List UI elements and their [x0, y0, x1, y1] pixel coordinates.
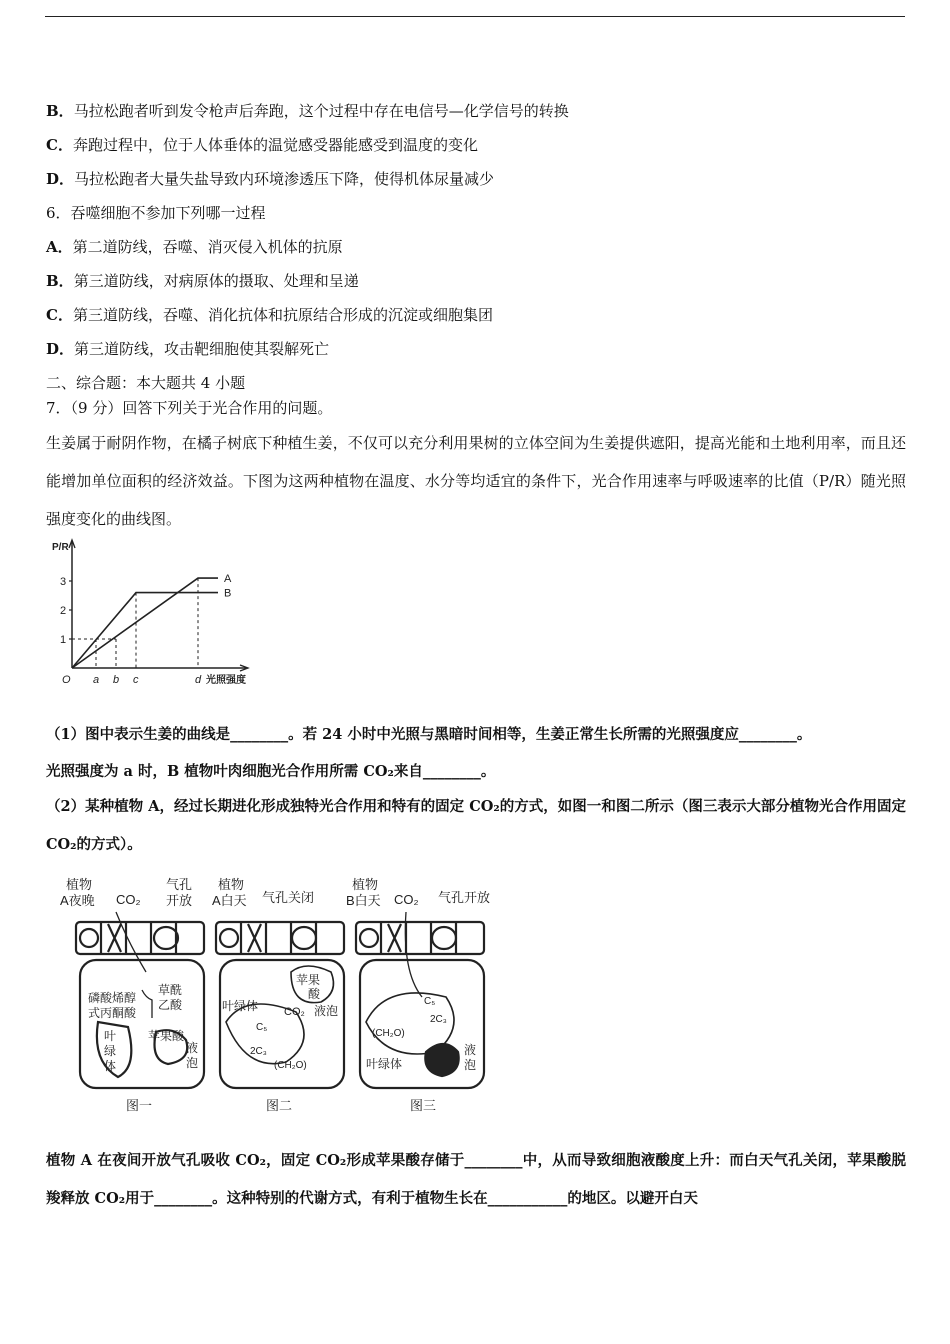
- q6-option-c: C．第三道防线，吞噬、消化抗体和抗原结合形成的沉淀或细胞集团: [46, 306, 493, 324]
- p1-plant-label-1: 植物: [66, 877, 93, 892]
- p1-co2-label: CO₂: [116, 892, 141, 907]
- q7-part1-b: 光照强度为 a 时，B 植物叶肉细胞光合作用所需 CO₂来自________。: [46, 763, 496, 780]
- q6-option-d: D．第三道防线，攻击靶细胞使其裂解死亡: [46, 340, 330, 358]
- y-tick-label-3: 3: [60, 576, 67, 588]
- p1-oaa-label-1: 草酰: [158, 983, 183, 997]
- p1-chloroplast-label-2: 绿: [104, 1044, 117, 1058]
- series-line-B: [72, 593, 218, 668]
- p1-pep-label-1: 磷酸烯醇: [88, 991, 137, 1005]
- p2-plant-label-1: 植物: [218, 877, 245, 892]
- p1-vacuole-label-1: 液: [186, 1041, 199, 1055]
- p2-c5-label: C₅: [256, 1022, 268, 1033]
- q5-option-b: B．马拉松跑者听到发令枪声后奔跑，这个过程中存在电信号—化学信号的转换: [46, 102, 569, 120]
- p3-vacuole-label-1: 液: [464, 1043, 477, 1057]
- p3-vacuole-label-2: 泡: [464, 1058, 477, 1072]
- q7-part1-a: （1）图中表示生姜的曲线是________。若 24 小时中光照与黑暗时间相等，生姜正常生长所需的光照强度应________。: [46, 726, 812, 743]
- x-tick-label-O: O: [62, 674, 71, 686]
- p3-ch2o-label: (CH₂O): [372, 1028, 405, 1039]
- top-rule: [45, 16, 905, 17]
- x-tick-label-c: c: [133, 674, 139, 686]
- y-axis-label: P/R: [52, 542, 69, 553]
- p3-caption: 图三: [410, 1098, 437, 1113]
- x-tick-label-a: a: [93, 674, 100, 686]
- p1-caption: 图一: [126, 1098, 153, 1113]
- y-tick-label-2: 2: [60, 605, 67, 617]
- p3-stomata-label: 气孔开放: [438, 890, 491, 905]
- cell-diagram-svg: [46, 872, 516, 1117]
- y-tick-label-1: 1: [60, 634, 67, 646]
- series-label-A: A: [224, 573, 232, 586]
- q5-option-c: C．奔跑过程中，位于人体垂体的温觉感受器能感受到温度的变化: [46, 136, 478, 154]
- series-line-A: [72, 578, 218, 668]
- pr-chart-svg: [46, 536, 266, 696]
- p1-chloroplast-label-1: 叶: [104, 1029, 117, 1043]
- p2-c3-label: 2C₃: [250, 1046, 267, 1057]
- p1-stomata-label-1: 气孔: [166, 877, 193, 892]
- q7-part2-cont: 植物 A 在夜间开放气孔吸收 CO₂，固定 CO₂形成苹果酸存储于________中，从而导致细胞液酸度上升：而白天气孔关闭，苹果酸脱羧释放 CO₂用于________。这种特别的代谢方式，有利于植物生长在___________的地区。以避开白天: [46, 1152, 906, 1207]
- p2-malic-label-2: 酸: [308, 987, 321, 1001]
- series-label-B: B: [224, 587, 232, 600]
- p2-vacuole-label: 液泡: [314, 1004, 339, 1018]
- x-tick-label-b: b: [113, 674, 120, 686]
- pr-chart: [46, 536, 266, 700]
- p3-plant-label-2: B白天: [346, 893, 381, 908]
- p2-malic-label-1: 苹果: [296, 973, 321, 987]
- section-heading: 二、综合题：本大题共 4 小题: [46, 374, 246, 392]
- p2-co2-label: CO₂: [284, 1006, 305, 1018]
- q6-option-b: B．第三道防线，对病原体的摄取、处理和呈递: [46, 272, 359, 290]
- q6-stem: 6．吞噬细胞不参加下列哪一过程: [46, 204, 266, 222]
- p1-plant-label-2: A夜晚: [60, 893, 95, 908]
- p1-vacuole-label-2: 泡: [186, 1056, 199, 1070]
- p3-chloroplast-label: 叶绿体: [366, 1057, 403, 1071]
- q5-option-d: D．马拉松跑者大量失盐导致内环境渗透压下降，使得机体尿量减少: [46, 170, 495, 188]
- p3-co2-label: CO₂: [394, 892, 419, 907]
- q6-option-a: A．第二道防线，吞噬、消灭侵入机体的抗原: [46, 238, 343, 256]
- q7-intro: 生姜属于耐阴作物，在橘子树底下种植生姜，不仅可以充分利用果树的立体空间为生姜提供遮阳，提高光能和土地利用率，而且还能增加单位面积的经济效益。下图为这两种植物在温度、水分等均适宜的条件下，光合作用速率与呼吸速率的比值（P/R）随光照强度变化的曲线图。: [46, 434, 906, 528]
- p3-plant-label-1: 植物: [352, 877, 379, 892]
- p2-chloroplast-label: 叶绿体: [222, 999, 259, 1013]
- x-axis-label: 光照强度: [206, 675, 246, 686]
- p2-ch2o-label: (CH₂O): [274, 1060, 307, 1071]
- p1-pep-label-2: 式丙酮酸: [88, 1006, 137, 1020]
- p3-c5-label: C₅: [424, 996, 436, 1007]
- q7-stem: 7．（9 分）回答下列关于光合作用的问题。: [46, 399, 333, 417]
- q7-part2: （2）某种植物 A，经过长期进化形成独特光合作用和特有的固定 CO₂的方式，如图一和图二所示（图三表示大部分植物光合作用固定 CO₂的方式）。: [46, 798, 906, 853]
- x-tick-label-d: d: [195, 674, 202, 686]
- p2-caption: 图二: [266, 1098, 293, 1113]
- p1-malic-label: 苹果酸: [148, 1029, 185, 1043]
- p1-stomata-label-2: 开放: [166, 893, 193, 908]
- p1-oaa-label-2: 乙酸: [158, 998, 183, 1012]
- p2-stomata-label: 气孔关闭: [262, 890, 315, 905]
- p3-c3-label: 2C₃: [430, 1014, 447, 1025]
- cell-diagram: [46, 872, 516, 1121]
- p2-plant-label-2: A白天: [212, 893, 247, 908]
- p1-chloroplast-label-3: 体: [104, 1059, 117, 1073]
